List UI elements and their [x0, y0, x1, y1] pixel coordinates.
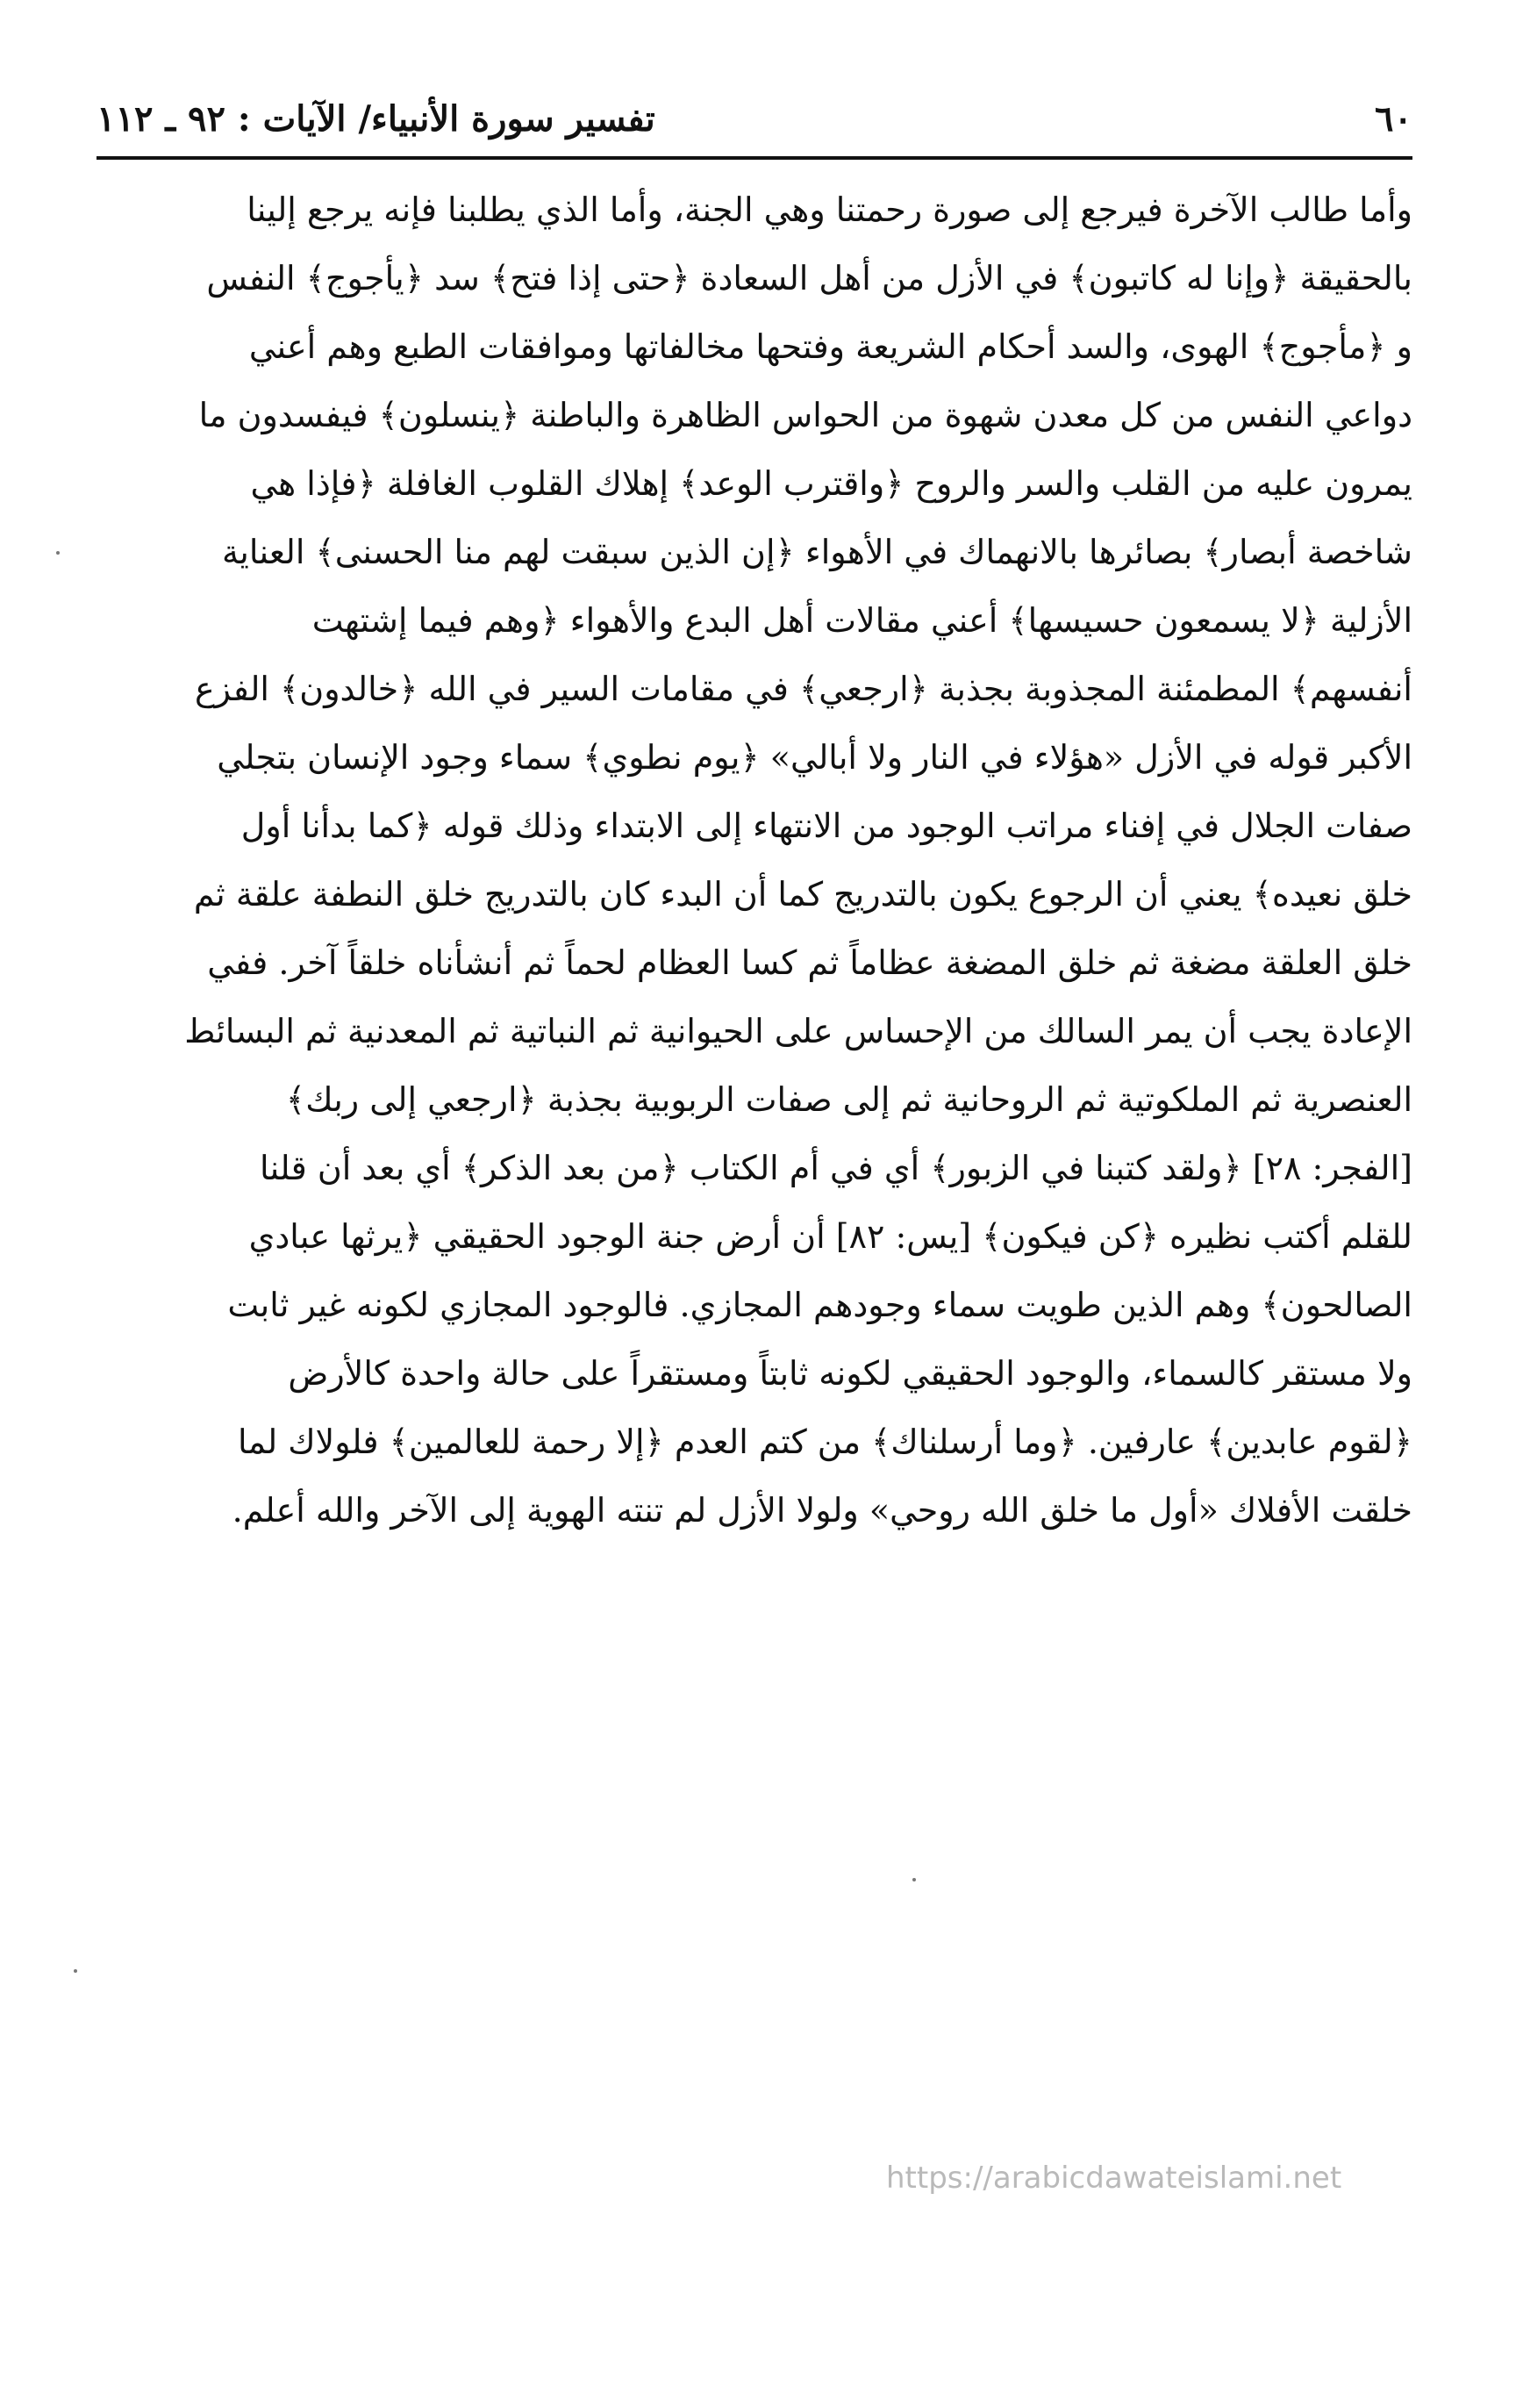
text-line: للقلم أكتب نظيره ﴿كن فيكون﴾ [يس: ٨٢] أن أرض جنة الوجود الحقيقي ﴿يرثها عبادي	[248, 1217, 1412, 1256]
text-line: الأزلية ﴿لا يسمعون حسيسها﴾ أعني مقالات أهل البدع والأهواء ﴿وهم فيما إشتهت	[311, 601, 1412, 640]
text-line: أنفسهم﴾ المطمئنة المجذوبة بجذبة ﴿ارجعي﴾ في مقامات السير في الله ﴿خالدون﴾ الفزع	[194, 670, 1412, 708]
text-line: ولا مستقر كالسماء، والوجود الحقيقي لكونه ثابتاً ومستقراً على حالة واحدة كالأرض	[288, 1354, 1412, 1393]
text-line: الأكبر قوله في الأزل «هؤلاء في النار ولا أبالي» ﴿يوم نطوي﴾ سماء وجود الإنسان بتجلي	[217, 738, 1412, 777]
text-line: دواعي النفس من كل معدن شهوة من الحواس الظاهرة والباطنة ﴿ينسلون﴾ فيفسدون ما	[198, 396, 1412, 434]
text-line: الإعادة يجب أن يمر السالك من الإحساس على الحيوانية ثم النباتية ثم المعدنية ثم البسائط	[184, 1012, 1412, 1050]
running-title: تفسير سورة الأنبياء/ الآيات : ٩٢ ـ ١١٢	[97, 98, 655, 140]
text-line: ﴿لقوم عابدين﴾ عارفين. ﴿وما أرسلناك﴾ من كتم العدم ﴿إلا رحمة للعالمين﴾ فلولاك لما	[238, 1423, 1412, 1461]
text-line: شاخصة أبصار﴾ بصائرها بالانهماك في الأهواء ﴿إن الذين سبقت لهم منا الحسنى﴾ العناية	[221, 533, 1412, 571]
page-header	[97, 88, 1412, 149]
text-line: خلقت الأفلاك «أول ما خلق الله روحي» ولولا الأزل لم تنته الهوية إلى الآخر والله أعلم.	[232, 1491, 1412, 1530]
text-line: بالحقيقة ﴿وإنا له كاتبون﴾ في الأزل من أهل السعادة ﴿حتى إذا فتح﴾ سد ﴿يأجوج﴾ النفس	[206, 259, 1412, 297]
text-line: الصالحون﴾ وهم الذين طويت سماء وجودهم المجازي. فالوجود المجازي لكونه غير ثابت	[227, 1286, 1412, 1324]
text-line: و ﴿مأجوج﴾ الهوى، والسد أحكام الشريعة وفتحها مخالفاتها وموافقات الطبع وهم أعني	[248, 327, 1412, 366]
text-line: [الفجر: ٢٨] ﴿ولقد كتبنا في الزبور﴾ أي في أم الكتاب ﴿من بعد الذكر﴾ أي بعد أن قلنا	[260, 1149, 1412, 1187]
page-number: ٦٠	[1375, 98, 1412, 140]
text-line: وأما طالب الآخرة فيرجع إلى صورة رحمتنا وهي الجنة، وأما الذي يطلبنا فإنه يرجع إلينا	[247, 190, 1412, 229]
scan-speck	[74, 1969, 77, 1973]
header-rule	[97, 156, 1412, 160]
text-line: صفات الجلال في إفناء مراتب الوجود من الانتهاء إلى الابتداء وذلك قوله ﴿كما بدأنا أول	[240, 806, 1412, 845]
scan-speck	[56, 551, 60, 555]
text-line: خلق العلقة مضغة ثم خلق المضغة عظاماً ثم كسا العظام لحماً ثم أنشأناه خلقاً آخر. ففي	[207, 943, 1412, 982]
text-line: خلق نعيده﴾ يعني أن الرجوع يكون بالتدريج كما أن البدء كان بالتدريج خلق النطفة علقة ثم	[193, 875, 1412, 914]
scan-speck	[912, 1878, 916, 1881]
text-line: العنصرية ثم الملكوتية ثم الروحانية ثم إلى صفات الربوبية بجذبة ﴿ارجعي إلى ربك﴾	[285, 1080, 1412, 1119]
body-text	[97, 176, 1412, 1544]
text-line: يمرون عليه من القلب والسر والروح ﴿واقترب الوعد﴾ إهلاك القلوب الغافلة ﴿فإذا هي	[250, 464, 1412, 503]
watermark-url: https://arabicdawateislami.net	[886, 2161, 1342, 2196]
